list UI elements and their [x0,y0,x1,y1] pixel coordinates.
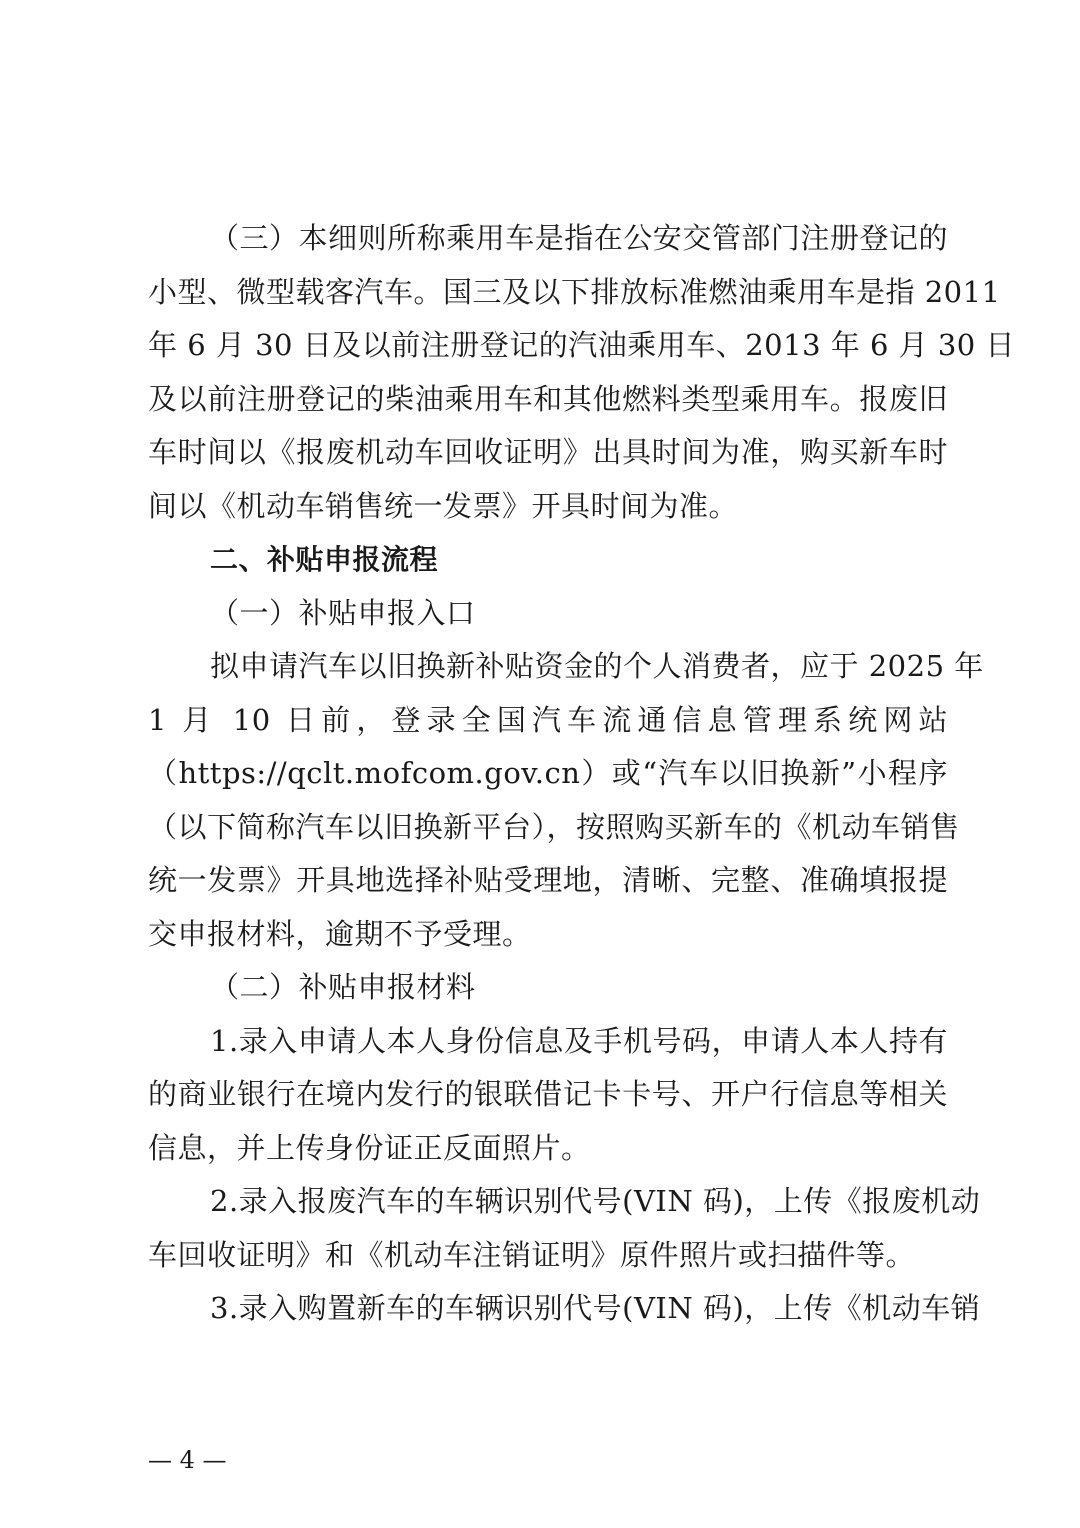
paragraph-line: 的商业银行在境内发行的银联借记卡卡号、开户行信息等相关 [148,1077,948,1111]
paragraph-line: （https://qclt.mofcom.gov.cn）或“汽车以旧换新”小程序 [148,756,948,790]
paragraph-line: 小型、微型载客汽车。国三及以下排放标准燃油乘用车是指 2011 [148,274,1001,309]
paragraph-line: 2.录入报废汽车的车辆识别代号(VIN 码)，上传《报废机动 [210,1184,981,1218]
page-number: — 4 — [148,1446,227,1474]
paragraph-line: （以下简称汽车以旧换新平台），按照购买新车的《机动车销售 [148,809,960,844]
paragraph-line: 间以《机动车销售统一发票》开具时间为准。 [148,488,739,523]
paragraph-line: 信息，并上传身份证正反面照片。 [148,1130,591,1165]
paragraph-line: 拟申请汽车以旧换新补贴资金的个人消费者，应于 2025 年 [210,649,984,683]
subsection-heading: （一）补贴申报入口 [210,595,476,630]
section-heading: 二、补贴申报流程 [210,543,439,576]
paragraph-line: 及以前注册登记的柴油乘用车和其他燃料类型乘用车。报废旧 [148,381,948,416]
paragraph-line: 统一发票》开具地选择补贴受理地，清晰、完整、准确填报提 [148,863,948,897]
paragraph-line: 3.录入购置新车的车辆识别代号(VIN 码)，上传《机动车销 [210,1291,981,1325]
paragraph-line: 车时间以《报废机动车回收证明》出具时间为准，购买新车时 [148,435,948,469]
paragraph-line: 车回收证明》和《机动车注销证明》原件照片或扫描件等。 [148,1237,916,1272]
subsection-heading: （二）补贴申报材料 [210,970,476,1004]
paragraph-line: 1 月 10 日前，登录全国汽车流通信息管理系统网站 [148,702,948,737]
paragraph-line: （三）本细则所称乘用车是指在公安交管部门注册登记的 [210,221,948,255]
paragraph-line: 1.录入申请人本人身份信息及手机号码，申请人本人持有 [210,1023,948,1058]
document-body [148,212,1015,1336]
paragraph-line: 年 6 月 30 日及以前注册登记的汽油乘用车、2013 年 6 月 30 日 [148,328,1015,362]
paragraph-line: 交申报材料，逾期不予受理。 [148,916,532,951]
